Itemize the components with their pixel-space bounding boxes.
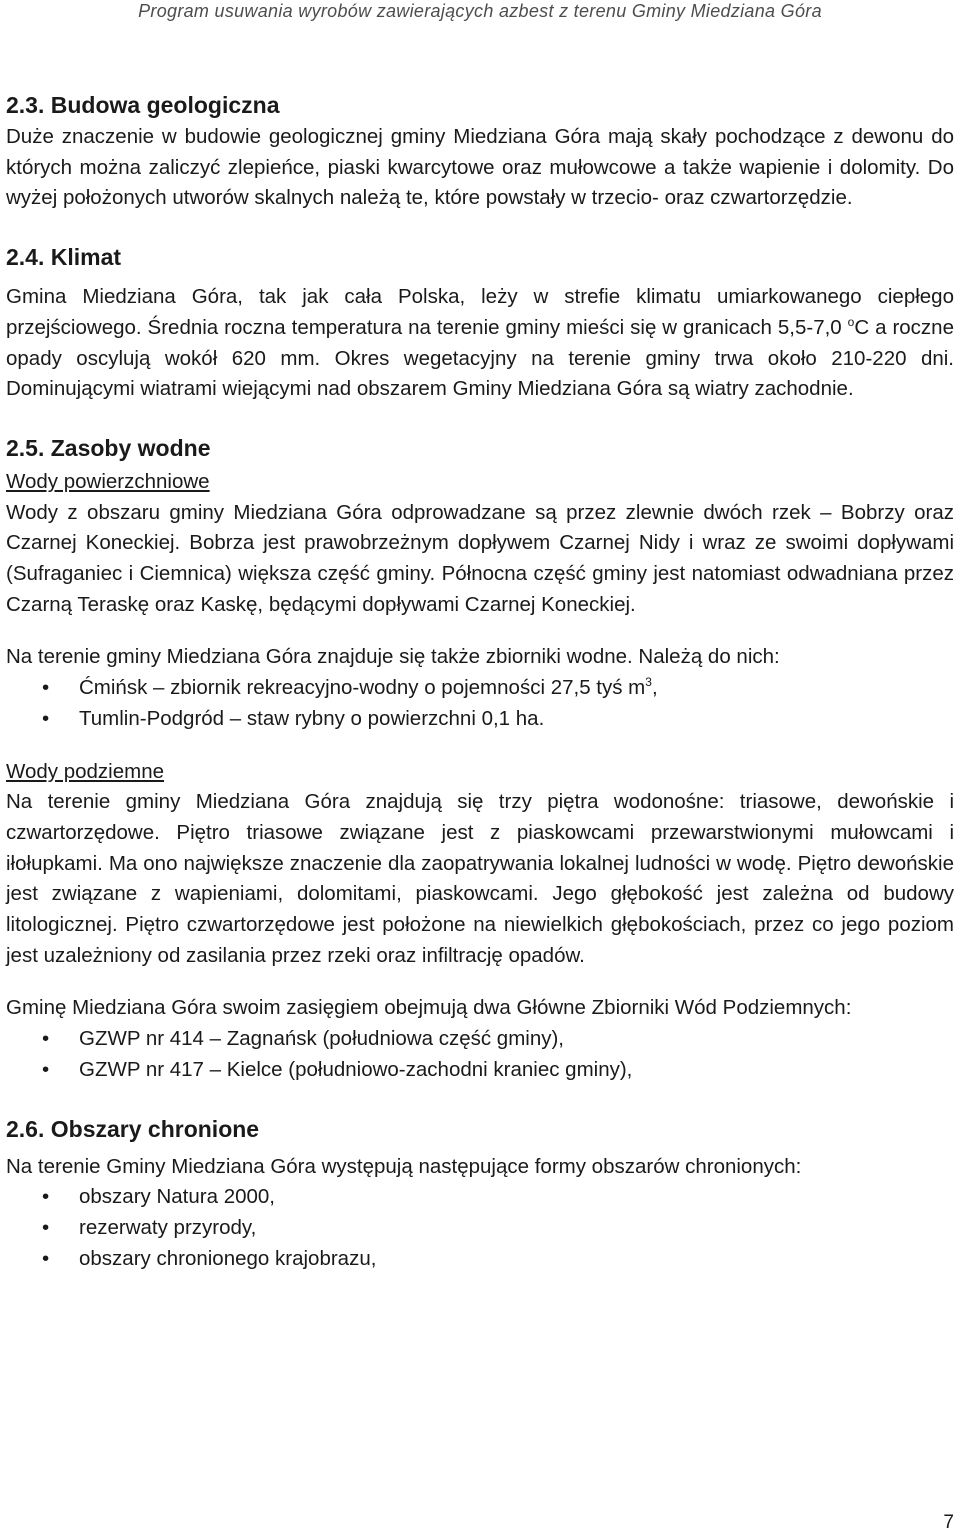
- bullet-icon: •: [42, 1057, 50, 1081]
- bullet-icon: •: [42, 1215, 50, 1239]
- reservoirs-intro: Na terenie gminy Miedziana Góra znajduje się także zbiorniki wodne. Należą do nich:: [6, 645, 780, 669]
- subheading-groundwater: Wody podziemne: [6, 759, 165, 783]
- section-heading-climate: 2.4. Klimat: [6, 244, 122, 271]
- running-header: Program usuwania wyrobów zawierających azbest z terenu Gminy Miedziana Góra: [138, 1, 822, 21]
- list-item: • Tumlin-Podgród – staw rybny o powierzchni 0,1 ha.: [6, 704, 954, 735]
- list-item: • GZWP nr 414 – Zagnańsk (południowa część gminy),: [6, 1024, 954, 1055]
- degree-superscript: o: [847, 314, 855, 329]
- bullet-icon: •: [42, 706, 50, 730]
- section-heading-geology: 2.3. Budowa geologiczna: [6, 92, 280, 118]
- list-item: • rezerwaty przyrody,: [6, 1213, 954, 1244]
- climate-paragraph: Gmina Miedziana Góra, tak jak cała Polska, leży w strefie klimatu umiarkowanego ciepłego przejściowego. Średnia roczna temperatura na terenie gminy mieści się w granicach 5,5-7,0 $^o$C a roczne opady oscylują wokół 620 mm. Okres wegetacyjny na terenie gminy trwa około 210-220 dni. Dominującymi wiatrami wiejącymi nad obszarem Gminy Miedziana Góra są wiatry zachodnie.: [6, 285, 954, 401]
- list-item: • Ćmińsk – zbiornik rekreacyjno-wodny o pojemności 27,5 tyś $m^3$,: [6, 673, 954, 704]
- groundwater-paragraph: Na terenie gminy Miedziana Góra znajdują się trzy piętra wodonośne: triasowe, dewońskie i czwartorzędowe. Piętro triasowe związane jest z piaskowcami przewarstwionymi mułowcami i iłołupkami. Ma ono największe znaczenie dla zaopatrywania lokalnej ludności w wodę. Piętro dewońskie jest związane z wapieniami, dolomitami, piaskowcami. Jego głębokość jest zależna od budowy litologicznej. Piętro czwartorzędowe jest położone na niewielkich głębokościach, przez co jego poziom jest uzależniony od zasilania przez rzeki oraz infiltrację opadów.: [6, 790, 954, 967]
- cubic-superscript: 3: [645, 675, 652, 690]
- bullet-icon: •: [42, 1027, 50, 1051]
- document-body: [6, 88, 954, 1274]
- list-item: • GZWP nr 417 – Kielce (południowo-zachodni kraniec gminy),: [6, 1055, 954, 1086]
- bullet-icon: •: [42, 1185, 50, 1209]
- gzwp-intro: Gminę Miedziana Góra swoim zasięgiem obejmują dwa Główne Zbiorniki Wód Podziemnych:: [6, 996, 852, 1020]
- protected-intro: Na terenie Gminy Miedziana Góra występują następujące formy obszarów chronionych:: [6, 1154, 802, 1178]
- subheading-surface-water: Wody powierzchniowe: [6, 469, 210, 493]
- surface-water-paragraph: Wody z obszaru gminy Miedziana Góra odprowadzane są przez zlewnie dwóch rzek – Bobrzy oraz Czarnej Koneckiej. Bobrza jest prawobrzeżnym dopływem Czarnej Nidy i wraz ze swoimi dopływami (Sufraganiec i Ciemnica) większa część gminy. Północna część gminy jest natomiast odwadniana przez Czarną Teraskę oraz Kaskę, będącymi dopływami Czarnej Koneckiej.: [6, 500, 954, 616]
- list-item: • obszary Natura 2000,: [6, 1182, 954, 1213]
- list-item: • obszary chronionego krajobrazu,: [6, 1244, 954, 1275]
- section-heading-water: 2.5. Zasoby wodne: [6, 434, 211, 461]
- section-heading-protected: 2.6. Obszary chronione: [6, 1115, 260, 1142]
- reservoirs-list: [6, 673, 954, 734]
- gzwp-list: [6, 1024, 954, 1085]
- bullet-icon: •: [42, 1246, 50, 1270]
- protected-list: [6, 1182, 954, 1274]
- page-number: 7: [943, 1512, 954, 1533]
- geology-paragraph: Duże znaczenie w budowie geologicznej gminy Miedziana Góra mają skały pochodzące z dewonu do których można zaliczyć zlepieńce, piaski kwarcytowe oraz mułowcowe a także wapienie i dolomity. Do wyżej położonych utworów skalnych należą te, które powstały w trzecio- oraz czwartorzędzie.: [6, 125, 954, 210]
- bullet-icon: •: [42, 676, 50, 700]
